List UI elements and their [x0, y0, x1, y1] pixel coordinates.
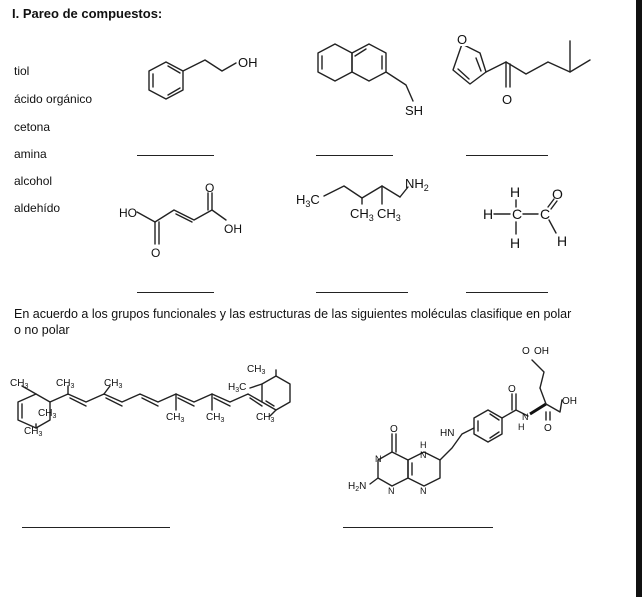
- ch3-label-1: $CH_3$: [350, 206, 374, 223]
- option-amina: amina: [14, 147, 47, 161]
- carotene-ch3-6: $CH_3$: [166, 412, 185, 424]
- aldehyde-o-label: O: [552, 186, 563, 202]
- folic-n-3: N: [388, 486, 395, 496]
- oh-label: OH: [238, 55, 258, 70]
- carotene-ch3-5: $CH_3$: [24, 426, 43, 438]
- folic-oh-2: OH: [534, 346, 549, 357]
- option-alcohol: alcohol: [14, 174, 53, 188]
- oh-label-2: OH: [224, 222, 242, 236]
- ho-label: HO: [119, 206, 137, 220]
- structure-phenylethanol: [149, 55, 258, 99]
- nh2-label: $NH_2$: [405, 176, 429, 193]
- folic-hn: HN: [440, 428, 455, 439]
- carotene-ch3-1: $CH_3$: [10, 378, 29, 390]
- furan-o-label: O: [457, 32, 468, 47]
- folic-h2n: $H_2N$: [348, 481, 367, 493]
- acid-o-label-2: O: [205, 181, 215, 195]
- folic-amide-h: H: [518, 422, 525, 432]
- h-right-label: H: [557, 233, 568, 249]
- section-title: I. Pareo de compuestos:: [12, 6, 163, 21]
- folic-n-2: N: [420, 450, 427, 460]
- folic-n-h-1: H: [420, 440, 427, 450]
- carotene-ch3-3: $CH_3$: [104, 378, 123, 390]
- folic-amide-n: N: [522, 412, 529, 422]
- folic-o-3: O: [544, 423, 552, 434]
- carotene-ch3-8: $CH_3$: [256, 412, 275, 424]
- h-bottom-label: H: [510, 235, 521, 251]
- structure-beta-carotene: [10, 364, 290, 438]
- structure-acetaldehyde: [483, 184, 567, 251]
- h3c-label: $H_3C$: [296, 192, 320, 209]
- folic-n-1: N: [375, 454, 382, 464]
- h-top-label: H: [510, 184, 521, 200]
- folic-o-2: O: [508, 384, 516, 395]
- structure-naphthylmethanethiol: [318, 44, 423, 118]
- ketone-o-label: O: [502, 92, 513, 107]
- section-instruction: En acuerdo a los grupos funcionales y las estructuras de las siguientes moléculas clasifique en polar o no polar: [14, 307, 572, 337]
- folic-o-4: O: [522, 346, 530, 357]
- structure-folic-acid: [348, 346, 577, 496]
- option-aldehido: aldehído: [14, 201, 61, 215]
- carotene-ch3-2: $CH_3$: [56, 378, 75, 390]
- carotene-ch3-4: $CH_3$: [38, 408, 57, 420]
- folic-n-4: N: [420, 486, 427, 496]
- c2-label: C: [540, 206, 551, 222]
- folic-oh-1: OH: [562, 396, 577, 407]
- folic-o-1: O: [390, 424, 398, 435]
- acid-o-label-1: O: [151, 246, 161, 260]
- structure-amine: [296, 176, 429, 223]
- ch3-label-2: $CH_3$: [377, 206, 401, 223]
- structure-diacid: [119, 181, 242, 260]
- option-tiol: tiol: [14, 64, 30, 78]
- sh-label: SH: [405, 103, 424, 118]
- c1-label: C: [512, 206, 523, 222]
- structure-furyl-ketone: [453, 32, 590, 107]
- carotene-ch3-7: $CH_3$: [206, 412, 225, 424]
- carotene-h3c: $H_3C$: [228, 382, 247, 394]
- option-acido-organico: ácido orgánico: [14, 92, 93, 106]
- h-left-label: H: [483, 206, 494, 222]
- option-cetona: cetona: [14, 120, 51, 134]
- carotene-ch3-9: $CH_3$: [247, 364, 266, 376]
